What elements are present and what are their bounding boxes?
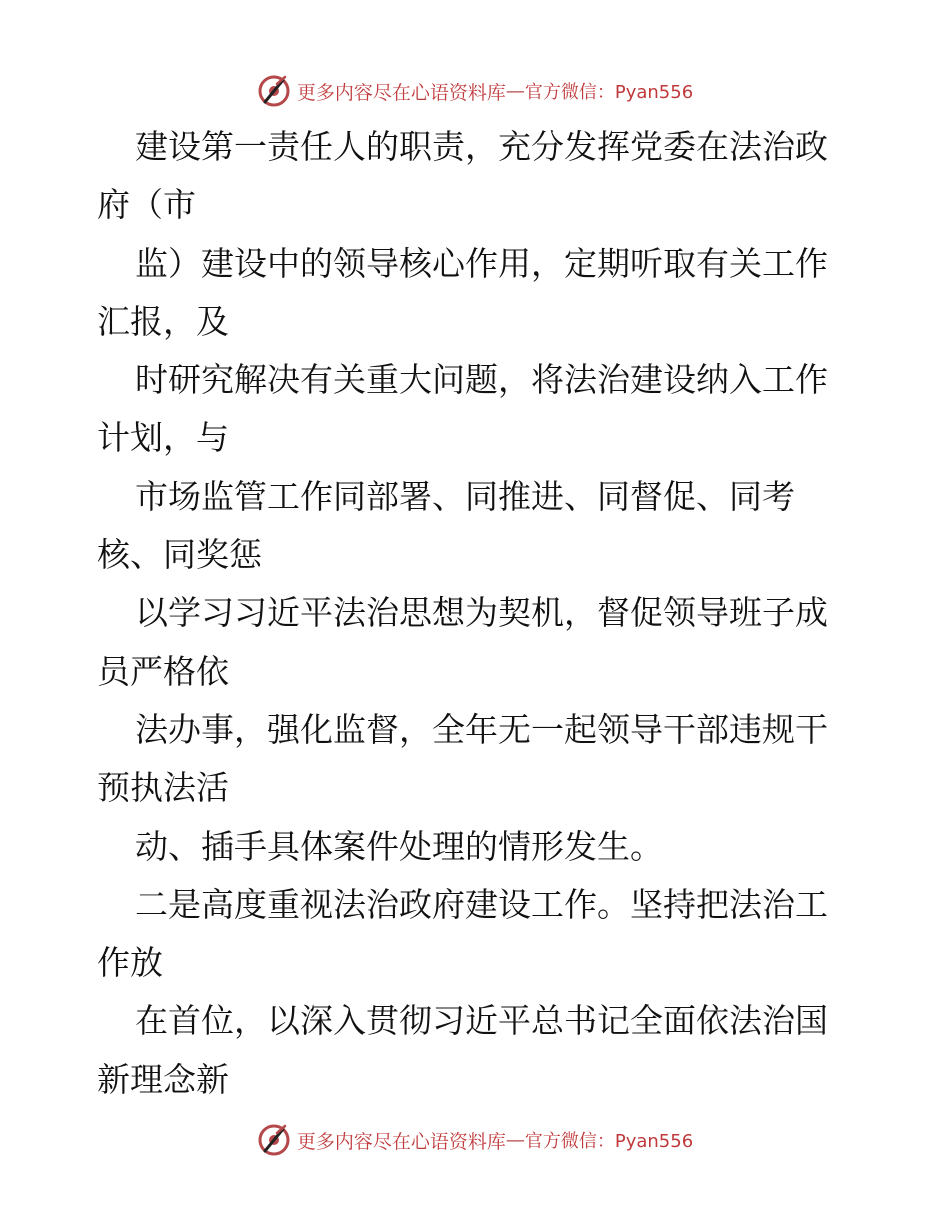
body-line: 时研究解决有关重大问题，将法治建设纳入工作 [135, 360, 828, 400]
body-line: 监）建设中的领导核心作用，定期听取有关工作 [135, 243, 828, 283]
body-line: 法办事，强化监督，全年无一起领导干部违规干 [135, 709, 828, 749]
body-line: 员严格依 [97, 651, 229, 691]
body-line: 核、同奖惩 [97, 535, 262, 575]
body-line: 计划，与 [97, 418, 229, 458]
header-contact-text: 官方微信：Pyan556 [524, 82, 694, 103]
body-line: 二是高度重视法治政府建设工作。坚持把法治工 [135, 884, 828, 924]
header-brand-text: 更多内容尽在心语资料库 [296, 81, 506, 104]
body-line: 在首位，以深入贯彻习近平总书记全面依法治国 [135, 1001, 828, 1041]
body-line: 府（市 [97, 185, 196, 225]
brush-logo-icon [257, 74, 291, 108]
body-line: 预执法活 [97, 768, 229, 808]
header-banner [0, 71, 950, 111]
body-line: 建设第一责任人的职责，充分发挥党委在法治政 [135, 127, 828, 166]
footer-brand-text: 更多内容尽在心语资料库 [296, 1130, 506, 1153]
footer-banner [0, 1120, 950, 1160]
body-line: 市场监管工作同部署、同推进、同督促、同考 [135, 476, 795, 516]
footer-separator: — [505, 1129, 525, 1151]
body-line: 以学习习近平法治思想为契机，督促领导班子成 [135, 593, 828, 633]
body-line: 动、插手具体案件处理的情形发生。 [135, 826, 663, 866]
footer-contact-text: 官方微信：Pyan556 [524, 1131, 694, 1152]
header-separator: — [505, 80, 525, 102]
body-line: 新理念新 [97, 1059, 229, 1099]
body-line: 作放 [97, 943, 163, 983]
brush-logo-icon [257, 1123, 291, 1157]
body-line: 汇报，及 [97, 301, 229, 341]
document-body [97, 118, 857, 1109]
